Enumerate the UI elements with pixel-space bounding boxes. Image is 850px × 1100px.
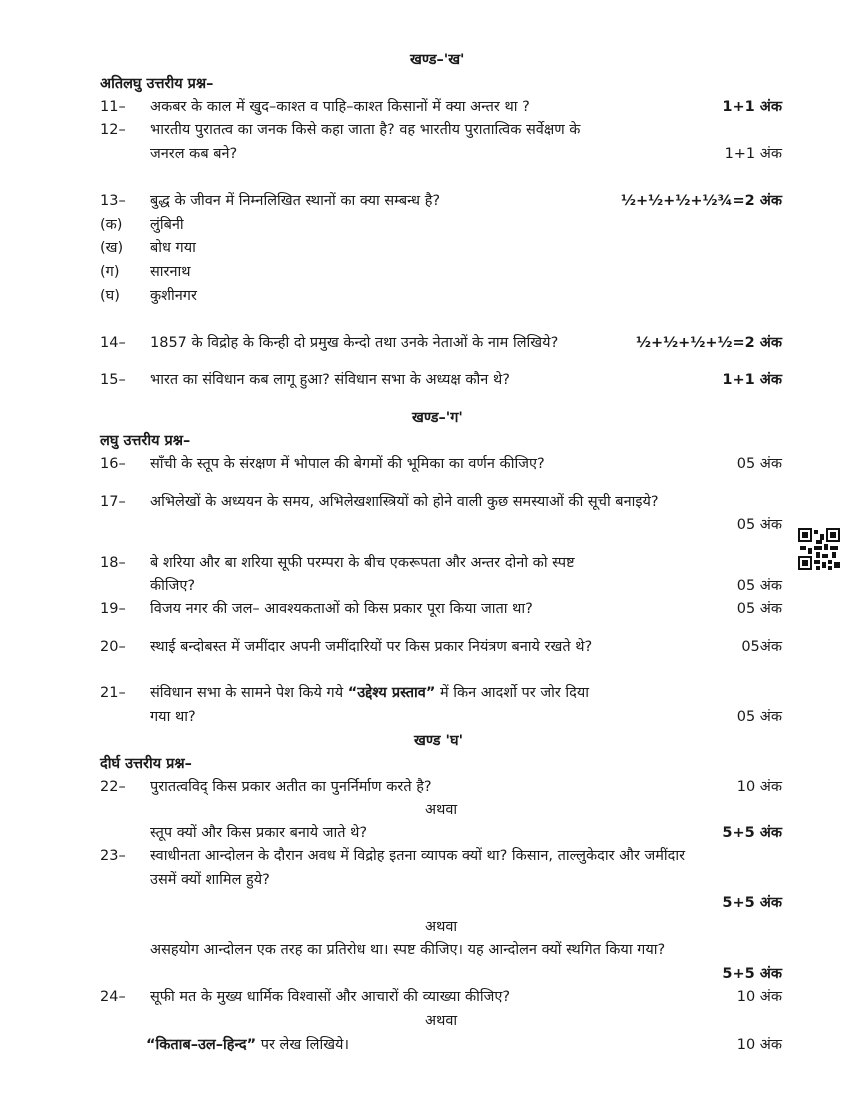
q12-number: 12– xyxy=(100,122,126,138)
q12-text-line1: भारतीय पुरातत्व का जनक किसे कहा जाता है? वह भारतीय पुरातात्विक सर्वेक्षण के xyxy=(150,122,581,138)
q13-marks: ½+½+½+½¾=2 अंक xyxy=(621,193,782,209)
q24-alt-text xyxy=(146,1035,349,1055)
q13-number: 13– xyxy=(100,193,126,209)
q11-marks: 1+1 अंक xyxy=(722,99,782,115)
q16-number: 16– xyxy=(100,456,126,472)
section-ga-subtitle: लघु उत्तरीय प्रश्न– xyxy=(100,433,191,449)
q20-marks: 05अंक xyxy=(741,639,782,655)
q21-number: 21– xyxy=(100,685,126,701)
q21-text-line2: गया था? xyxy=(150,709,196,725)
q13-item-text: बोध गया xyxy=(150,240,196,256)
section-kha-title: खण्ड–'ख' xyxy=(410,52,465,68)
q23-alt-marks: 5+5 अंक xyxy=(722,966,782,982)
q18-number: 18– xyxy=(100,555,126,571)
q13-text: बुद्ध के जीवन में निम्नलिखित स्थानों का क्या सम्बन्ध है? xyxy=(150,193,441,209)
q24-alt-highlight: “किताब–उल–हिन्द” xyxy=(146,1037,257,1053)
q23-number: 23– xyxy=(100,848,126,864)
q21-text-post: में किन आदर्शो पर जोर दिया xyxy=(435,685,590,701)
q22-text: पुरातत्वविद् किस प्रकार अतीत का पुनर्निर्माण करते है? xyxy=(150,779,432,795)
q20-text: स्थाई बन्दोबस्त में जमींदार अपनी जमींदारियों पर किस प्रकार नियंत्रण बनाये रखते थे? xyxy=(150,639,593,655)
q22-alt-text: स्तूप क्यों और किस प्रकार बनाये जाते थे? xyxy=(150,825,368,841)
q19-text: विजय नगर की जल– आवश्यकताओं को किस प्रकार पूरा किया जाता था? xyxy=(150,601,533,617)
q13-item-label: (ख) xyxy=(100,240,124,256)
q23-text-line2: उसमें क्यों शामिल हुये? xyxy=(150,872,270,888)
q24-number: 24– xyxy=(100,989,126,1005)
q12-marks: 1+1 अंक xyxy=(724,146,782,162)
q21-marks: 05 अंक xyxy=(736,709,782,725)
q16-marks: 05 अंक xyxy=(736,456,782,472)
q15-number: 15– xyxy=(100,372,126,388)
q22-number: 22– xyxy=(100,779,126,795)
q14-number: 14– xyxy=(100,335,126,351)
q23-or: अथवा xyxy=(425,919,458,935)
q22-alt-marks: 5+5 अंक xyxy=(722,825,782,841)
q24-or: अथवा xyxy=(425,1013,458,1029)
q23-alt-text: असहयोग आन्दोलन एक तरह का प्रतिरोध था। स्पष्ट कीजिए। यह आन्दोलन क्यों स्थगित किया गया? xyxy=(150,942,666,958)
q17-text: अभिलेखों के अध्ययन के समय, अभिलेखशास्त्रियों को होने वाली कुछ समस्याओं की सूची बनाइये? xyxy=(150,494,659,510)
q18-text-line1: बे शरिया और बा शरिया सूफी परम्परा के बीच एकरूपता और अन्तर दोनो को स्पष्ट xyxy=(150,555,575,571)
q13-item-text: सारनाथ xyxy=(150,264,191,280)
q22-or: अथवा xyxy=(425,802,458,818)
q24-alt-post: पर लेख लिखिये। xyxy=(256,1037,349,1053)
q18-marks: 05 अंक xyxy=(736,578,782,594)
section-ga-title: खण्ड–'ग' xyxy=(412,410,463,426)
q16-text: साँची के स्तूप के संरक्षण में भोपाल की बेगमों की भूमिका का वर्णन कीजिए? xyxy=(150,456,545,472)
q14-text: 1857 के विद्रोह के किन्ही दो प्रमुख केन्दो तथा उनके नेताओं के नाम लिखिये? xyxy=(150,335,559,351)
q19-number: 19– xyxy=(100,601,126,617)
q23-marks: 5+5 अंक xyxy=(722,895,782,911)
q13-item-text: कुशीनगर xyxy=(150,288,197,304)
q18-text-line2: कीजिए? xyxy=(150,578,196,594)
section-gha-subtitle: दीर्घ उत्तरीय प्रश्न– xyxy=(100,756,192,772)
q24-marks: 10 अंक xyxy=(736,989,782,1005)
q21-text-highlight: “उद्देश्य प्रस्ताव” xyxy=(347,685,436,701)
section-kha-subtitle: अतिलघु उत्तरीय प्रश्न– xyxy=(100,76,214,92)
q21-text-pre: संविधान सभा के सामने पेश किये गये xyxy=(150,685,348,701)
section-gha-title: खण्ड 'घ' xyxy=(414,733,464,749)
q13-item-label: (क) xyxy=(100,217,123,233)
q24-alt-marks: 10 अंक xyxy=(736,1037,782,1053)
q13-item-label: (घ) xyxy=(100,288,120,304)
q13-item-label: (ग) xyxy=(100,264,120,280)
q21-text-line1 xyxy=(150,683,589,703)
q15-marks: 1+1 अंक xyxy=(722,372,782,388)
q17-marks: 05 अंक xyxy=(736,517,782,533)
q23-text-line1: स्वाधीनता आन्दोलन के दौरान अवध में विद्रोह इतना व्यापक क्यों था? किसान, ताल्लुकेदार और जमींदार xyxy=(150,848,686,864)
q12-text-line2: जनरल कब बने? xyxy=(150,146,238,162)
q15-text: भारत का संविधान कब लागू हुआ? संविधान सभा के अध्यक्ष कौन थे? xyxy=(150,372,510,388)
qr-code-icon xyxy=(798,528,840,570)
q11-text: अकबर के काल में खुद–काश्त व पाहि–काश्त किसानों में क्या अन्तर था ? xyxy=(150,99,530,115)
q17-number: 17– xyxy=(100,494,126,510)
q20-number: 20– xyxy=(100,639,126,655)
q24-text: सूफी मत के मुख्य धार्मिक विश्वासों और आचारों की व्याख्या कीजिए? xyxy=(150,989,511,1005)
q14-marks: ½+½+½+½=2 अंक xyxy=(636,335,782,351)
q11-number: 11– xyxy=(100,99,126,115)
q19-marks: 05 अंक xyxy=(736,601,782,617)
q13-item-text: लुंबिनी xyxy=(150,217,184,233)
q22-marks: 10 अंक xyxy=(736,779,782,795)
